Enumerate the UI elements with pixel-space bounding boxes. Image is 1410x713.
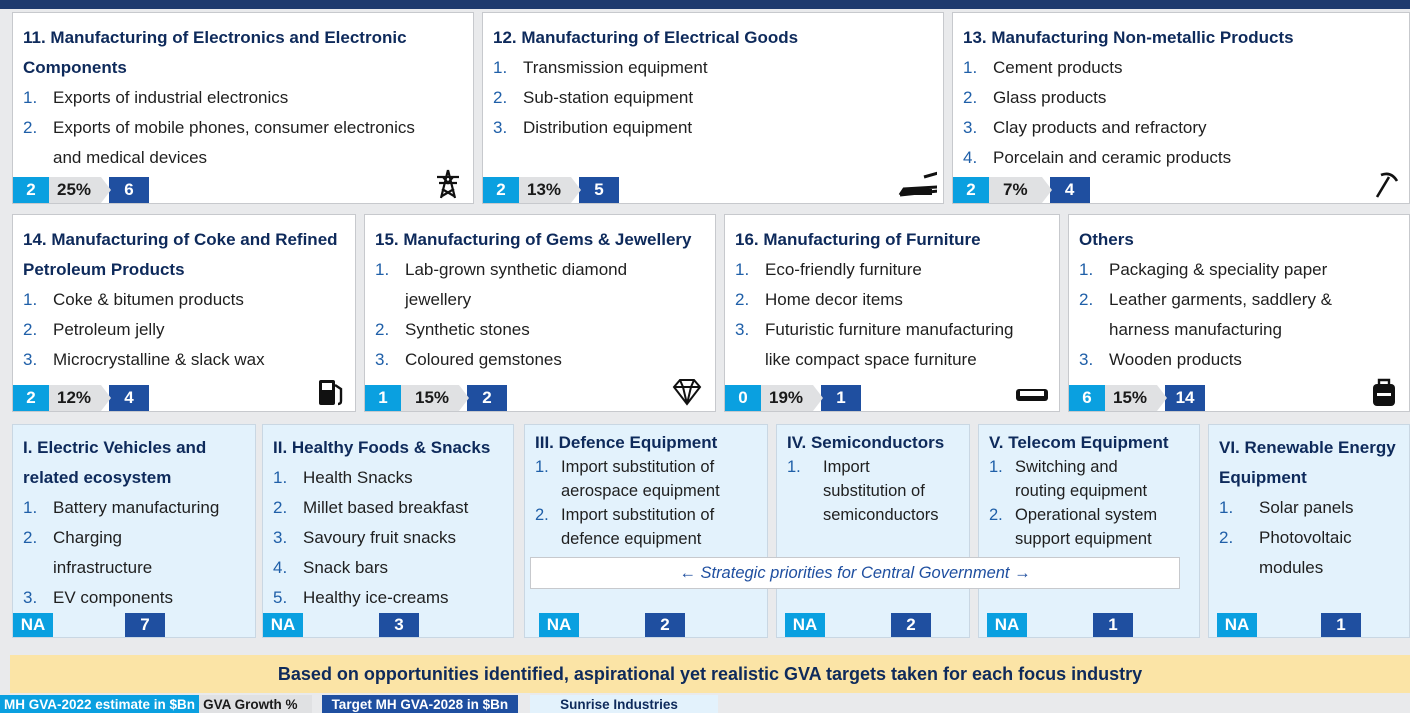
card-list [535,455,761,551]
list-item: defence equipment [561,530,702,548]
list-item: modules [1259,558,1324,577]
list-item: 4. Porcelain and ceramic products [963,148,1232,167]
diamond-icon [667,377,707,407]
target-2028-value: 6 [109,177,149,203]
sunrise-card-healthy-foods [262,424,514,638]
gva-2022-value: 6 [1069,385,1105,411]
industry-card-furniture [724,214,1060,412]
list-item: 3. Microcrystalline & slack wax [23,350,265,369]
growth-value: 15% [1105,385,1157,411]
list-item: substitution of [823,482,925,500]
card-list [23,285,347,375]
list-item: semiconductors [823,506,939,524]
metrics-bar [725,385,861,411]
list-item: 2. Glass products [963,88,1107,107]
sunrise-card-ev [12,424,256,638]
list-item: 2. Exports of mobile phones, consumer electronics [23,118,415,137]
target-2028-value: 2 [645,613,685,637]
card-list [1219,493,1403,583]
target-2028-value: 2 [891,613,931,637]
industry-card-non-metallic [952,12,1410,204]
target-2028-value: 1 [1093,613,1133,637]
industry-card-others [1068,214,1410,412]
industry-card-electrical-goods [482,12,944,204]
gva-2022-value: 2 [483,177,519,203]
fuel-pump-icon [313,377,347,407]
central-government-note: ← Strategic priorities for Central Government → [530,557,1180,589]
sofa-icon [1011,377,1051,407]
gva-2022-value: 1 [365,385,401,411]
card-title: V. Telecom Equipment [989,433,1169,452]
transmission-tower-icon [431,169,465,199]
industry-card-gems-jewellery [364,214,716,412]
growth-value: 13% [519,177,571,203]
legend-sunrise: Sunrise Industries [530,695,718,713]
metrics-bar [13,177,149,203]
list-item: like compact space furniture [765,350,977,369]
card-title: 15. Manufacturing of Gems & Jewellery [375,230,692,249]
metrics-bar [1069,385,1205,411]
card-title: 13. Manufacturing Non-metallic Products [963,28,1294,47]
pickaxe-icon [1367,169,1401,199]
growth-value: 12% [49,385,101,411]
card-list [23,493,249,613]
gva-2022-na: NA [785,613,825,637]
card-list [493,53,935,143]
list-item: 2. Charging [23,528,122,547]
list-item: 2. Import substitution of [535,506,715,524]
card-list [23,83,465,173]
gva-2022-na: NA [539,613,579,637]
target-2028-value: 4 [109,385,149,411]
list-item: 3. Clay products and refractory [963,118,1207,137]
list-item: 1. Battery manufacturing [23,498,220,517]
list-item: support equipment [1015,530,1152,548]
list-item: 3. Savoury fruit snacks [273,528,457,547]
card-list [273,463,507,613]
list-item: 2. Photovoltaic [1219,528,1352,547]
gva-target-banner: Based on opportunities identified, aspirational yet realistic GVA targets taken for each focus industry [10,655,1410,693]
list-item: 1. Transmission equipment [493,58,708,77]
sunrise-card-defence [524,424,768,638]
list-item: aerospace equipment [561,482,720,500]
card-title: 14. Manufacturing of Coke and Refined Petroleum Products [23,230,338,279]
list-item: 3. Futuristic furniture manufacturing [735,320,1014,339]
target-2028-value: 3 [379,613,419,637]
sunrise-card-semiconductors [776,424,970,638]
metrics-bar [483,177,619,203]
list-item: 1. Health Snacks [273,468,413,487]
card-list [989,455,1193,551]
target-2028-value: 2 [467,385,507,411]
list-item: harness manufacturing [1109,320,1282,339]
list-item: 1. Eco-friendly furniture [735,260,922,279]
list-item: 3. Distribution equipment [493,118,693,137]
legend [0,695,718,713]
list-item: 1. Packaging & speciality paper [1079,260,1328,279]
gva-2022-value: 2 [953,177,989,203]
metrics-bar [13,385,149,411]
list-item: 3. Coloured gemstones [375,350,562,369]
legend-target-2028: Target MH GVA-2028 in $Bn [322,695,519,713]
gva-2022-na: NA [263,613,303,637]
list-item: 1. Exports of industrial electronics [23,88,289,107]
card-title: III. Defence Equipment [535,433,718,452]
list-item: 4. Snack bars [273,558,389,577]
list-item: 1. Solar panels [1219,498,1354,517]
card-title: Others [1079,230,1134,249]
card-list [735,255,1051,375]
list-item: 1. Import [787,458,870,476]
target-2028-value: 14 [1165,385,1205,411]
gva-2022-value: 2 [13,385,49,411]
electric-meter-icon [893,169,937,199]
card-title: II. Healthy Foods & Snacks [273,438,491,457]
metrics-bar [953,177,1090,203]
target-2028-value: 1 [821,385,861,411]
list-item: 1. Coke & bitumen products [23,290,244,309]
list-item: and medical devices [53,148,208,167]
list-item: 1. Lab-grown synthetic diamond [375,260,628,279]
gva-2022-na: NA [987,613,1027,637]
target-2028-value: 5 [579,177,619,203]
card-title: IV. Semiconductors [787,433,945,452]
gva-2022-na: NA [13,613,53,637]
list-item: 2. Leather garments, saddlery & [1079,290,1333,309]
target-2028-value: 4 [1050,177,1090,203]
sunrise-card-telecom [978,424,1200,638]
header-band [0,0,1410,9]
growth-value: 7% [989,177,1042,203]
list-item: 2. Petroleum jelly [23,320,165,339]
gva-2022-value: 0 [725,385,761,411]
backpack-icon [1367,377,1401,407]
legend-gva-2022: MH GVA-2022 estimate in $Bn [0,695,199,713]
card-title: 12. Manufacturing of Electrical Goods [493,28,799,47]
growth-value: 19% [761,385,813,411]
list-item: routing equipment [1015,482,1148,500]
list-item: 2. Millet based breakfast [273,498,469,517]
list-item: 3. EV components [23,588,174,607]
industry-card-electronics [12,12,474,204]
target-2028-value: 7 [125,613,165,637]
legend-growth: GVA Growth % [199,695,312,713]
card-title: 16. Manufacturing of Furniture [735,230,981,249]
list-item: 2. Operational system [989,506,1158,524]
list-item: 2. Synthetic stones [375,320,530,339]
list-item: jewellery [405,290,472,309]
metrics-bar [365,385,507,411]
gva-2022-na: NA [1217,613,1257,637]
list-item: 2. Home decor items [735,290,903,309]
card-title: 11. Manufacturing of Electronics and Electronic Components [23,28,407,77]
list-item: 1. Import substitution of [535,458,715,476]
card-list [963,53,1401,173]
card-list [375,255,707,375]
card-title: I. Electric Vehicles and related ecosystem [23,438,207,487]
list-item: infrastructure [53,558,153,577]
card-title: VI. Renewable Energy Equipment [1219,438,1396,487]
growth-value: 25% [49,177,101,203]
industry-card-coke-petroleum [12,214,356,412]
list-item: 3. Wooden products [1079,350,1242,369]
target-2028-value: 1 [1321,613,1361,637]
gva-2022-value: 2 [13,177,49,203]
list-item: 1. Switching and [989,458,1118,476]
sunrise-card-renewable [1208,424,1410,638]
growth-value: 15% [401,385,459,411]
list-item: 5. Healthy ice-creams [273,588,449,607]
card-list [787,455,963,527]
card-list [1079,255,1401,375]
list-item: 2. Sub-station equipment [493,88,694,107]
list-item: 1. Cement products [963,58,1123,77]
